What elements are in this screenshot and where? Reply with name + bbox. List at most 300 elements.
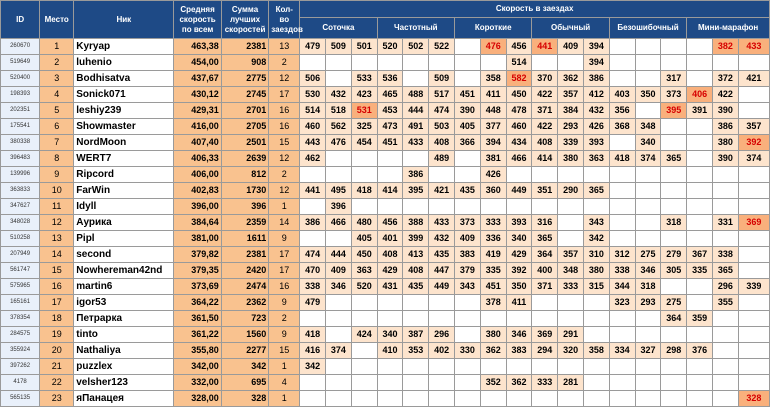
speed-cell: 426: [584, 119, 610, 135]
speed-cell: 390: [455, 103, 481, 119]
speed-cell: 378: [480, 295, 506, 311]
id-cell: 198393: [1, 87, 40, 103]
speed-cell: [506, 167, 532, 183]
speed-cell: [635, 311, 661, 327]
speed-cell: [480, 359, 506, 375]
speed-cell: [738, 183, 769, 199]
id-cell: 139996: [1, 167, 40, 183]
speed-cell: 392: [506, 263, 532, 279]
race-count-cell: 1: [269, 199, 300, 215]
speed-cell: 422: [532, 119, 558, 135]
race-count-cell: 15: [269, 343, 300, 359]
speed-cell: 338: [609, 263, 635, 279]
speed-cell: [609, 199, 635, 215]
speed-cell: [687, 183, 713, 199]
speed-cell: 408: [403, 263, 429, 279]
speed-cell: 386: [584, 71, 610, 87]
speed-cell: 419: [480, 247, 506, 263]
speed-cell: 502: [403, 39, 429, 55]
speed-cell: [687, 55, 713, 71]
speed-cell: [584, 327, 610, 343]
speed-cell: 433: [403, 135, 429, 151]
speed-cell: 317: [661, 71, 687, 87]
speed-cell: 421: [738, 71, 769, 87]
id-cell: 575965: [1, 279, 40, 295]
speed-cell: [300, 167, 326, 183]
speed-cell: [403, 311, 429, 327]
header-place: Место: [40, 1, 74, 39]
sum-best-cell: 2639: [221, 151, 268, 167]
speed-cell: [738, 359, 769, 375]
race-count-cell: 15: [269, 135, 300, 151]
speed-cell: 333: [558, 279, 584, 295]
speed-cell: [712, 343, 738, 359]
id-cell: 165161: [1, 295, 40, 311]
speed-cell: [712, 167, 738, 183]
race-count-cell: 14: [269, 215, 300, 231]
speed-cell: 367: [687, 247, 713, 263]
speed-cell: 530: [300, 87, 326, 103]
speed-cell: 474: [300, 247, 326, 263]
speed-cell: 366: [455, 135, 481, 151]
speed-cell: 517: [429, 87, 455, 103]
speed-cell: [506, 359, 532, 375]
speed-cell: 405: [455, 119, 481, 135]
speed-cell: [377, 167, 403, 183]
speed-cell: 296: [712, 279, 738, 295]
speed-cell: 386: [300, 215, 326, 231]
table-row: [1, 135, 770, 151]
place-cell: 13: [40, 231, 74, 247]
sum-best-cell: 908: [221, 55, 268, 71]
header-mode: Частотный: [377, 18, 454, 39]
place-cell: 14: [40, 247, 74, 263]
speed-cell: 408: [532, 135, 558, 151]
speed-cell: 414: [377, 183, 403, 199]
speed-cell: 340: [506, 231, 532, 247]
speed-cell: 351: [532, 183, 558, 199]
place-cell: 1: [40, 39, 74, 55]
speed-cell: [455, 71, 481, 87]
race-count-cell: 4: [269, 375, 300, 391]
speed-cell: 509: [326, 39, 352, 55]
speed-cell: [455, 375, 481, 391]
speed-cell: 370: [532, 71, 558, 87]
speed-cell: [738, 231, 769, 247]
speed-cell: [635, 103, 661, 119]
id-cell: 175541: [1, 119, 40, 135]
average-speed-cell: 379,82: [174, 247, 221, 263]
speed-cell: 426: [480, 167, 506, 183]
id-cell: 378354: [1, 311, 40, 327]
speed-cell: 310: [584, 247, 610, 263]
speed-cell: 466: [506, 151, 532, 167]
speed-cell: [738, 327, 769, 343]
speed-cell: 476: [480, 39, 506, 55]
speed-cell: 346: [506, 327, 532, 343]
speed-cell: 362: [558, 71, 584, 87]
speed-cell: 343: [584, 215, 610, 231]
speed-cell: [661, 135, 687, 151]
speed-cell: 365: [661, 151, 687, 167]
speed-cell: 433: [429, 215, 455, 231]
speed-cell: 435: [403, 279, 429, 295]
speed-cell: [712, 327, 738, 343]
speed-cell: 318: [661, 215, 687, 231]
nick-cell: Ripcord: [74, 167, 174, 183]
speed-cell: 365: [532, 231, 558, 247]
place-cell: 15: [40, 263, 74, 279]
place-cell: 10: [40, 183, 74, 199]
header-id: ID: [1, 1, 40, 39]
speed-cell: 386: [712, 119, 738, 135]
speed-cell: 394: [584, 55, 610, 71]
speed-cell: [300, 231, 326, 247]
speed-cell: 506: [300, 71, 326, 87]
id-cell: 397262: [1, 359, 40, 375]
speed-cell: 342: [300, 359, 326, 375]
speed-cell: [635, 375, 661, 391]
speed-cell: [377, 295, 403, 311]
nick-cell: Kyryap: [74, 39, 174, 55]
speed-cell: 373: [455, 215, 481, 231]
speed-cell: [609, 311, 635, 327]
header-mode: Соточка: [300, 18, 377, 39]
speed-cell: [661, 39, 687, 55]
speed-cell: 536: [377, 71, 403, 87]
speed-cell: [687, 167, 713, 183]
average-speed-cell: 381,00: [174, 231, 221, 247]
average-speed-cell: 328,00: [174, 391, 221, 407]
speed-cell: 360: [480, 183, 506, 199]
place-cell: 21: [40, 359, 74, 375]
speed-cell: 396: [326, 199, 352, 215]
speed-cell: [403, 151, 429, 167]
id-cell: 510258: [1, 231, 40, 247]
speed-cell: [532, 391, 558, 407]
speed-cell: [558, 55, 584, 71]
speed-cell: 342: [584, 231, 610, 247]
speed-cell: [712, 183, 738, 199]
speed-cell: 386: [403, 167, 429, 183]
speed-cell: [635, 215, 661, 231]
speed-cell: 429: [506, 247, 532, 263]
sum-best-cell: 2359: [221, 215, 268, 231]
speed-cell: [480, 55, 506, 71]
speed-cell: [403, 55, 429, 71]
nick-cell: WERT7: [74, 151, 174, 167]
speed-cell: 451: [377, 135, 403, 151]
speed-cell: [738, 375, 769, 391]
speed-cell: 380: [712, 135, 738, 151]
id-cell: 260670: [1, 39, 40, 55]
race-count-cell: 9: [269, 327, 300, 343]
speed-cell: 495: [326, 183, 352, 199]
speed-cell: [326, 311, 352, 327]
place-cell: 11: [40, 199, 74, 215]
id-cell: 565135: [1, 391, 40, 407]
speed-cell: 362: [480, 343, 506, 359]
speed-cell: 316: [532, 215, 558, 231]
id-cell: 363833: [1, 183, 40, 199]
speed-cell: [687, 391, 713, 407]
speed-cell: 514: [506, 55, 532, 71]
nick-cell: Nathaliya: [74, 343, 174, 359]
race-count-cell: 12: [269, 71, 300, 87]
average-speed-cell: 407,40: [174, 135, 221, 151]
average-speed-cell: 332,00: [174, 375, 221, 391]
speed-cell: [558, 199, 584, 215]
speed-cell: [377, 311, 403, 327]
speed-cell: 520: [351, 279, 377, 295]
nick-cell: Петрарка: [74, 311, 174, 327]
speed-cell: 408: [429, 135, 455, 151]
speed-cell: 406: [687, 87, 713, 103]
speed-cell: [687, 231, 713, 247]
speed-cell: [300, 375, 326, 391]
place-cell: 9: [40, 167, 74, 183]
speed-cell: 388: [403, 215, 429, 231]
sum-best-cell: 2277: [221, 343, 268, 359]
speed-cell: 355: [712, 295, 738, 311]
race-count-cell: 2: [269, 55, 300, 71]
speed-cell: 353: [403, 343, 429, 359]
speed-cell: 423: [351, 87, 377, 103]
speed-cell: [661, 231, 687, 247]
speed-cell: 382: [712, 39, 738, 55]
speed-cell: [687, 295, 713, 311]
place-cell: 5: [40, 103, 74, 119]
speed-cell: [429, 199, 455, 215]
sum-best-cell: 342: [221, 359, 268, 375]
nick-cell: Showmaster: [74, 119, 174, 135]
speed-cell: [661, 391, 687, 407]
sum-best-cell: 812: [221, 167, 268, 183]
race-count-cell: 9: [269, 295, 300, 311]
average-speed-cell: 463,38: [174, 39, 221, 55]
speed-cell: [609, 167, 635, 183]
speed-cell: 462: [300, 151, 326, 167]
speed-cell: [403, 375, 429, 391]
speed-cell: [429, 55, 455, 71]
speed-cell: [351, 375, 377, 391]
speed-cell: 412: [584, 87, 610, 103]
speed-cell: 422: [712, 87, 738, 103]
speed-cell: 374: [326, 343, 352, 359]
speed-cell: 323: [609, 295, 635, 311]
speed-cell: 435: [429, 247, 455, 263]
table-row: [1, 343, 770, 359]
sum-best-cell: 2381: [221, 39, 268, 55]
speed-cell: 424: [351, 327, 377, 343]
nick-cell: яПанацея: [74, 391, 174, 407]
speed-cell: 383: [506, 343, 532, 359]
speed-cell: [300, 55, 326, 71]
speed-cell: [687, 279, 713, 295]
speed-cell: [609, 359, 635, 375]
race-count-cell: 16: [269, 279, 300, 295]
speed-cell: 401: [377, 231, 403, 247]
speed-cell: 390: [712, 151, 738, 167]
speed-cell: 479: [300, 39, 326, 55]
id-cell: 347627: [1, 199, 40, 215]
speed-cell: 320: [558, 343, 584, 359]
speed-cell: [455, 359, 481, 375]
speed-cell: [661, 119, 687, 135]
speed-cell: 405: [351, 231, 377, 247]
nick-cell: Аурика: [74, 215, 174, 231]
id-cell: 202351: [1, 103, 40, 119]
table-row: [1, 359, 770, 375]
speed-cell: [584, 199, 610, 215]
race-count-cell: 12: [269, 151, 300, 167]
race-count-cell: 16: [269, 119, 300, 135]
speed-cell: 380: [584, 263, 610, 279]
sum-best-cell: 328: [221, 391, 268, 407]
speed-cell: 344: [609, 279, 635, 295]
speed-cell: [712, 55, 738, 71]
nick-cell: tinto: [74, 327, 174, 343]
speed-cell: [300, 311, 326, 327]
average-speed-cell: 402,83: [174, 183, 221, 199]
speed-cell: 489: [429, 151, 455, 167]
speed-cell: [532, 199, 558, 215]
nick-cell: Nowhereman42nd: [74, 263, 174, 279]
speed-cell: 373: [661, 87, 687, 103]
speed-cell: 393: [584, 135, 610, 151]
place-cell: 6: [40, 119, 74, 135]
place-cell: 20: [40, 343, 74, 359]
speed-cell: 325: [351, 119, 377, 135]
race-count-cell: 17: [269, 247, 300, 263]
speed-cell: 359: [687, 311, 713, 327]
speed-cell: [326, 375, 352, 391]
speed-cell: [712, 375, 738, 391]
id-cell: 396483: [1, 151, 40, 167]
speed-cell: [429, 295, 455, 311]
speed-cell: 340: [377, 327, 403, 343]
speed-cell: 364: [532, 247, 558, 263]
speed-cell: [687, 71, 713, 87]
speed-cell: 409: [455, 231, 481, 247]
speed-cell: 338: [712, 247, 738, 263]
nick-cell: martin6: [74, 279, 174, 295]
speed-cell: 330: [455, 343, 481, 359]
speed-cell: 333: [532, 375, 558, 391]
speed-cell: [480, 391, 506, 407]
speed-cell: 413: [403, 247, 429, 263]
place-cell: 18: [40, 311, 74, 327]
speed-cell: [300, 391, 326, 407]
speed-cell: 400: [532, 263, 558, 279]
speed-cell: 501: [351, 39, 377, 55]
id-cell: 284575: [1, 327, 40, 343]
speed-cell: 491: [403, 119, 429, 135]
speed-cell: [403, 295, 429, 311]
speed-cell: [506, 199, 532, 215]
speed-cell: 318: [635, 279, 661, 295]
average-speed-cell: 373,69: [174, 279, 221, 295]
speed-cell: [635, 391, 661, 407]
speed-cell: [377, 199, 403, 215]
speed-cell: 520: [377, 39, 403, 55]
speed-cell: [635, 183, 661, 199]
speed-cell: 488: [403, 87, 429, 103]
speed-cell: 305: [661, 263, 687, 279]
speed-cell: 433: [738, 39, 769, 55]
header-mode: Короткие: [455, 18, 532, 39]
speed-cell: 522: [429, 39, 455, 55]
header-average-speed: Средняя скорость по всем: [174, 1, 221, 39]
speed-cell: 435: [455, 183, 481, 199]
speed-cell: [351, 151, 377, 167]
speed-cell: 418: [351, 183, 377, 199]
race-count-cell: 2: [269, 311, 300, 327]
table-row: [1, 87, 770, 103]
speed-cell: 444: [403, 103, 429, 119]
speed-cell: 315: [584, 279, 610, 295]
speed-cell: 432: [429, 231, 455, 247]
speed-cell: 453: [377, 103, 403, 119]
speed-cell: 399: [403, 231, 429, 247]
speed-cell: 350: [506, 279, 532, 295]
sum-best-cell: 2474: [221, 279, 268, 295]
race-count-cell: 2: [269, 167, 300, 183]
speed-cell: 474: [429, 103, 455, 119]
id-cell: 355924: [1, 343, 40, 359]
speed-cell: [532, 295, 558, 311]
speed-cell: [532, 167, 558, 183]
speed-cell: [635, 167, 661, 183]
speed-cell: 312: [609, 247, 635, 263]
speed-cell: [429, 359, 455, 375]
speed-cell: 275: [635, 247, 661, 263]
race-count-cell: 16: [269, 103, 300, 119]
id-cell: 519649: [1, 55, 40, 71]
speed-cell: [609, 215, 635, 231]
table-row: [1, 327, 770, 343]
speed-cell: 371: [532, 103, 558, 119]
average-speed-cell: 379,35: [174, 263, 221, 279]
speed-cell: 335: [687, 263, 713, 279]
speed-cell: [558, 231, 584, 247]
speed-cell: [584, 167, 610, 183]
speed-cell: [532, 311, 558, 327]
table-row: [1, 231, 770, 247]
speed-cell: 291: [558, 327, 584, 343]
speed-cell: [326, 327, 352, 343]
average-speed-cell: 437,67: [174, 71, 221, 87]
speed-cell: [738, 167, 769, 183]
table-row: [1, 103, 770, 119]
speed-cell: 480: [351, 215, 377, 231]
speed-cell: 374: [738, 151, 769, 167]
speed-cell: [712, 199, 738, 215]
speed-cell: [609, 375, 635, 391]
speed-cell: [326, 167, 352, 183]
table-row: [1, 391, 770, 407]
speed-cell: 416: [300, 343, 326, 359]
table-row: [1, 311, 770, 327]
speed-cell: 368: [609, 119, 635, 135]
speed-cell: [455, 55, 481, 71]
nick-cell: puzzlex: [74, 359, 174, 375]
speed-cell: [609, 55, 635, 71]
header-mode: Безошибочный: [609, 18, 686, 39]
speed-cell: 395: [661, 103, 687, 119]
sum-best-cell: 695: [221, 375, 268, 391]
speed-cell: [480, 311, 506, 327]
